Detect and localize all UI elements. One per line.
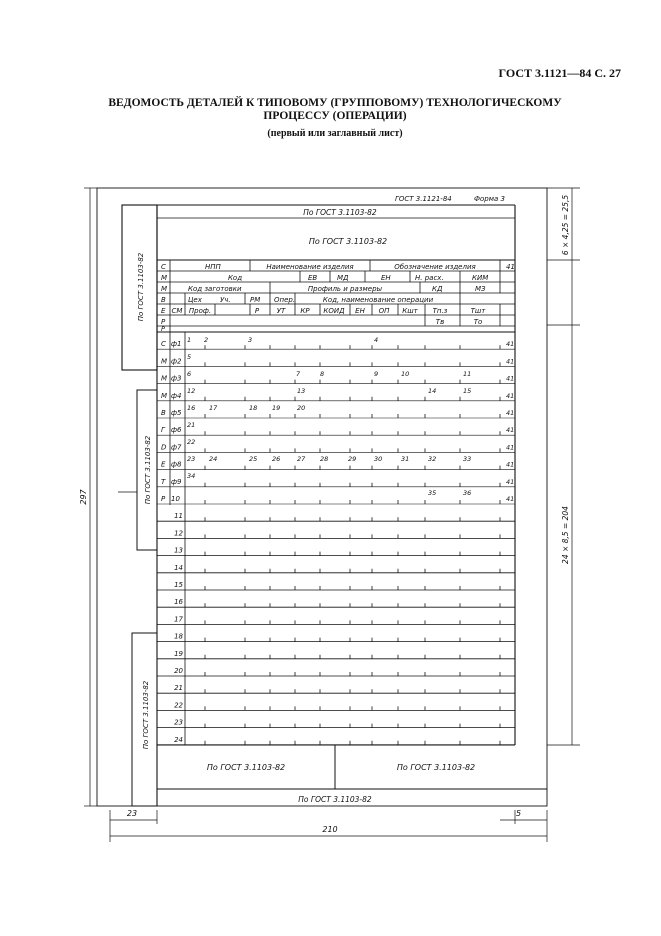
line-prefix: Е [161,460,166,469]
field-number: 30 [374,455,383,463]
field-number: 8 [320,370,325,378]
header-cell: СМ [171,307,183,315]
field-41: 41 [506,443,515,452]
field-number: 4 [374,336,379,344]
line-number: 17 [174,615,183,624]
header-cell: РМ [250,296,261,304]
line-number: 23 [174,718,183,727]
field-number: 20 [297,404,306,412]
field-41: 41 [506,426,515,435]
header-cell: КОИД [323,307,345,315]
header-cell: Цех [188,296,202,304]
form-label: Форма 3 [474,195,506,203]
line-number: 24 [174,735,183,744]
field-41: 41 [506,357,515,366]
field-number: 12 [187,387,196,395]
header-cell: То [473,318,483,326]
document-title: ВЕДОМОСТЬ ДЕТАЛЕЙ К ТИПОВОМУ (ГРУППОВОМУ) ТЕХНОЛОГИЧЕСКОМУ ПРОЦЕССУ (ОПЕРАЦИИ) [108,97,562,122]
field-number: 18 [249,404,258,412]
header-cell: МД [337,274,349,282]
line-number: ф3 [171,374,182,383]
header-cell: ЕН [355,307,365,315]
header-cell: Код заготовки [188,285,242,293]
line-prefix: М [161,357,168,366]
field-number: 14 [428,387,437,395]
line-number: 20 [174,667,183,675]
row-code-letter: Е [161,307,166,315]
header-cell: ОП [378,307,390,315]
line-number: 15 [174,581,183,589]
field-number: 21 [187,421,196,429]
header-cell: Тв [435,318,445,326]
row-code-letter: С [161,263,166,271]
field-number: 24 [209,455,218,463]
field-number: 19 [272,404,281,412]
field-number: 35 [428,489,437,497]
field-number: 13 [297,387,306,395]
dim-total-width: 210 [322,825,338,834]
line-prefix: Г [161,426,165,435]
field-number: 5 [187,353,192,361]
field-number: 3 [248,336,253,344]
line-prefix: М [161,391,168,400]
line-number: 14 [174,563,183,572]
header-cell: УТ [276,307,286,315]
header-cell: Тшт [470,307,486,315]
row-code-letter: В [161,296,166,304]
row-code-letter: Р [161,318,166,326]
line-number: ф8 [171,460,182,469]
field-41: 41 [506,477,515,486]
header-cell: Профиль и размеры [307,285,383,293]
line-prefix: С [161,340,166,349]
header-cell: Н. расх. [415,274,444,282]
line-number: 18 [174,632,183,641]
field-41: 41 [506,460,515,469]
line-number: ф2 [171,357,182,366]
header-cell: ЕВ [308,274,318,282]
dim-top-right: 6 × 4,25 = 25,5 [561,194,570,256]
header-cell: Код [227,274,243,282]
line-number: 22 [174,701,183,710]
line-number: ф1 [171,340,182,349]
form-ref-footer-right: По ГОСТ 3.1103-82 [396,763,476,772]
field-number: 23 [187,455,196,463]
page-header: ГОСТ 3.1121—84 С. 27 [498,66,621,80]
header-cell: Проф. [188,307,212,315]
field-41: 41 [506,495,515,503]
field-number: 1 [187,336,192,344]
header-cell: Наименование изделия [266,263,354,271]
dim-left: 23 [126,809,138,818]
field-number: 27 [297,455,306,463]
line-number: 12 [174,529,183,538]
field-41: 41 [506,409,515,417]
side-stamp-text: По ГОСТ 3.1103-82 [137,252,145,322]
header-cell: МЗ [475,285,486,293]
dim-total-height: 297 [79,489,88,505]
line-prefix: В [161,409,166,417]
form-ref-header: По ГОСТ 3.1103-82 [308,237,388,246]
field-number: 11 [463,370,472,378]
field-number: 10 [401,370,410,378]
header-cell: Тп.з [432,307,448,315]
field-number: 9 [374,370,379,378]
field-number: 2 [204,336,209,344]
field-number: 6 [187,370,192,378]
field-number: 7 [296,370,301,378]
field-number: 32 [428,455,437,463]
field-number: 17 [209,404,218,412]
line-number: ф6 [171,426,182,435]
line-prefix: М [161,374,168,383]
row-code-letter: М [161,274,168,282]
line-prefix: D [161,443,167,452]
form-gost-label: ГОСТ 3.1121-84 [395,195,452,203]
header-cell: Уч. [220,296,231,304]
header-cell: Обозначение изделия [394,263,476,271]
header-cell: КИМ [472,274,489,282]
dim-right: 5 [516,809,522,818]
field-number: 28 [320,455,329,463]
row-code-letter: М [161,285,168,293]
line-number: 21 [174,684,183,693]
field-number: 16 [187,404,196,412]
field-number: 34 [187,472,196,480]
document-subtitle: (первый или заглавный лист) [267,128,403,139]
line-number: ф4 [171,391,182,400]
header-cell: НПП [205,263,221,271]
header-cell: ЕН [381,274,391,282]
field-number: 31 [401,455,410,463]
side-stamp-text: По ГОСТ 3.1103-82 [142,680,150,750]
field-number: 25 [249,455,258,463]
header-cell: КД [432,285,443,293]
field-41: 41 [506,374,515,383]
header-cell: Кшт [402,307,418,315]
row-code-letter: Р [161,325,165,333]
line-number: ф7 [171,443,182,452]
field-number: 29 [348,455,357,463]
line-number: 11 [174,512,183,521]
side-stamp-text: По ГОСТ 3.1103-82 [144,435,152,505]
line-number: 19 [174,649,183,658]
field-number: 33 [463,455,472,463]
line-prefix: Т [161,477,166,486]
field-41: 41 [506,391,515,400]
line-number: ф5 [171,409,182,417]
header-cell: КР [300,307,310,315]
field-41: 41 [506,340,515,349]
line-number: 10 [171,495,180,503]
line-number: 13 [174,546,183,555]
line-number: ф9 [171,477,182,486]
header-cell: Код, наименование операции [322,296,434,304]
line-prefix: Р [161,495,166,503]
form-ref-footer-left: По ГОСТ 3.1103-82 [206,763,286,772]
form-ref-top: По ГОСТ 3.1103-82 [303,208,377,217]
field-number: 26 [272,455,281,463]
field-number: 36 [463,489,472,497]
form-ref-bottom: По ГОСТ 3.1103-82 [298,795,372,804]
header-cell: Опер. [274,296,296,304]
field-41: 41 [506,263,515,271]
field-number: 22 [187,438,196,446]
field-number: 15 [463,387,472,395]
header-cell: Р [254,307,260,315]
line-number: 16 [174,598,183,607]
dim-mid-right: 24 × 8,5 = 204 [561,506,570,564]
